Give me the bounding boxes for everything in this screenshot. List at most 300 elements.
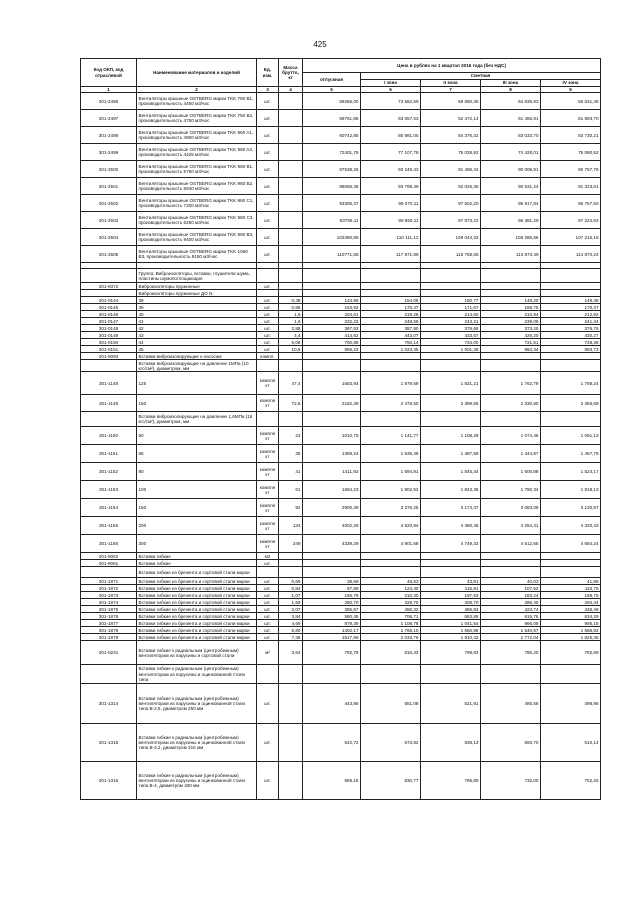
table-row [81,372,601,395]
row-release-price: 232,23 [303,318,361,325]
row-zone-price: 984,34 [481,346,541,353]
row-zone-price: 294,44 [541,599,601,606]
row-release-price: 110771,85 [303,246,361,263]
row-code [81,269,137,283]
row-name: Виброизоляторы пружинные ДО N: [137,290,257,297]
table-row [81,606,601,613]
row-zone-price: 108 043,33 [421,229,481,246]
row-zone-price: 95 917,84 [481,195,541,212]
header-mass: Масса брутто, кг [279,59,303,87]
row-code: 301-0147 [81,318,137,325]
row-unit: шт. [257,161,279,178]
row-zone-price: 90 009,91 [481,161,541,178]
table-row [81,127,601,144]
row-code: 301-1877 [81,620,137,627]
row-zone-price: 97 502,20 [421,195,481,212]
row-code: 301-2502 [81,195,137,212]
row-zone-price: 99 370,11 [361,195,421,212]
row-zone-price: 4 901,68 [361,535,421,553]
row-mass [279,269,303,283]
row-zone-price: 1 141,77 [361,427,421,445]
row-release-price [303,283,361,290]
row-name: Вставки гибкие [137,553,257,560]
row-release-price [303,567,361,578]
row-zone-price: 183,24 [481,592,541,599]
row-zone-price: 732,00 [481,762,541,800]
row-release-price [303,553,361,560]
row-zone-price: 248,56 [361,318,421,325]
row-unit: шт. [257,724,279,762]
row-mass [279,144,303,161]
row-code: 301-0149 [81,332,137,339]
table-row [81,297,601,304]
column-number: 7 [421,87,481,93]
row-zone-price: 2 478,50 [361,395,421,412]
row-zone-price: 154,05 [361,297,421,304]
header-unit: Ед. изм. [257,59,279,87]
row-code: 301-2497 [81,110,137,127]
row-code: 301-0231 [81,641,137,665]
row-zone-price: 1 798,24 [541,372,601,395]
row-name: Вставки виброизолирующие на давление 1,6МПа (16 кгс/см²), диаметром, мм [137,412,257,427]
row-code: 301-9062 [81,553,137,560]
row-code: 301-1154 [81,499,137,517]
row-unit: шт. [257,127,279,144]
row-zone-price [421,353,481,360]
table-row [81,560,601,567]
row-name: Вентиляторы крышные OSTBERG марки TKK 960 A1, производительность 4900 м3/час [137,127,257,144]
row-name: 43 [137,332,257,339]
row-zone-price: 83 730,21 [541,127,601,144]
row-release-price: 72401,75 [303,144,361,161]
row-zone-price: 4 320,43 [541,517,601,535]
row-release-price: 1683,94 [303,372,361,395]
row-code [81,665,137,684]
row-code: 301-1315 [81,724,137,762]
row-code: 301-0144 [81,297,137,304]
table-row [81,592,601,599]
row-name: Виброизоляторы пружинные [137,283,257,290]
row-zone-price [421,567,481,578]
row-code: 301-1155 [81,517,137,535]
row-name: Вставки гибкие из брезента и сортовой стали марки [137,592,257,599]
row-zone-price: 3 276,25 [361,499,421,517]
row-zone-price: 721,51 [481,339,541,346]
row-zone-price: 107 215,16 [541,229,601,246]
row-name: Вентиляторы крышные OSTBERG марки TKK 960 A3, производительность 4425 м3/час [137,144,257,161]
row-zone-price: 188,75 [541,592,601,599]
row-mass [279,567,303,578]
row-zone-price [421,665,481,684]
row-zone-price: 1 091,13 [541,427,601,445]
row-code: 301-2505 [81,246,137,263]
row-mass [279,229,303,246]
row-release-price [303,665,361,684]
row-name: 39 [137,304,257,311]
row-release-price [303,560,361,567]
row-zone-price: 40,03 [481,578,541,585]
row-zone-price: 1 545,34 [421,463,481,481]
row-zone-price: 96 757,50 [541,195,601,212]
row-mass: 0,84 [279,585,303,592]
row-mass [279,283,303,290]
row-unit [257,567,279,578]
table-row [81,553,601,560]
row-zone-price: 168,75 [481,304,541,311]
row-release-price: 669,16 [303,762,361,800]
row-unit: шт. [257,297,279,304]
table-row [81,578,601,585]
row-release-price: 367,53 [303,325,361,332]
row-code: 301-2501 [81,178,137,195]
header-release: отпускная [303,73,361,87]
row-unit: шт. [257,592,279,599]
row-unit: шт. [257,346,279,353]
row-zone-price [481,567,541,578]
row-name: Вставки гибкие из брезента и сортовой стали марки [137,606,257,613]
row-unit: шт. [257,332,279,339]
price-table [80,58,601,800]
row-mass: 61 [279,481,303,499]
table-row [81,144,601,161]
row-name: 40 [137,311,257,318]
row-zone-price [361,269,421,283]
row-zone-price: 115 758,56 [421,246,481,263]
row-zone-price: 1 586,92 [541,627,601,634]
row-name: Вставки гибкие из брезента и сортовой стали марки [137,627,257,634]
row-unit: компле кт [257,372,279,395]
row-zone-price: 66 631,48 [541,93,601,110]
row-mass [279,195,303,212]
row-zone-price [541,560,601,567]
row-zone-price: 1 524,17 [541,463,601,481]
row-unit: шт. [257,599,279,606]
row-zone-price [541,665,601,684]
row-mass: 72,8 [279,395,303,412]
row-zone-price: 1 818,13 [541,481,601,499]
row-zone-price [421,360,481,372]
table-row [81,229,601,246]
row-zone-price [421,560,481,567]
row-zone-price [421,290,481,297]
row-zone-price: 1 902,52 [361,481,421,499]
table-row [81,627,601,634]
row-zone-price [541,269,601,283]
row-code: 301-1879 [81,634,137,641]
row-zone-price: 4 380,46 [421,517,481,535]
row-zone-price: 485,56 [481,684,541,724]
row-mass: 4,69 [279,620,303,627]
row-zone-price [481,412,541,427]
table-row [81,684,601,724]
row-unit: шт. [257,304,279,311]
row-release-price: 59761,86 [303,110,361,127]
row-name: Вставки гибкие к радиальным (центробежным) вентиляторам из парусины и оцинкованной стали типа В-3,2, диаметром 315 мм [137,724,257,762]
table-row [81,395,601,412]
row-zone-price: 430,27 [541,332,601,339]
row-zone-price: 286,40 [481,599,541,606]
row-zone-price: 210,94 [481,311,541,318]
row-unit: шт. [257,325,279,332]
table-row [81,599,601,606]
row-zone-price: 423,74 [481,606,541,613]
table-row [81,463,601,481]
row-zone-price: 1 074,46 [481,427,541,445]
table-body [81,93,601,800]
row-release-price [303,290,361,297]
row-zone-price: 1 790,34 [481,481,541,499]
row-zone-price: 212,92 [541,311,601,318]
row-name: 300 [137,535,257,553]
row-mass: 1,07 [279,592,303,599]
row-unit: шт. [257,93,279,110]
row-name: Вентиляторы крышные OSTBERG марки TKK 960 B1, производительность 5760 м3/час [137,161,257,178]
row-zone-price: 830,77 [361,762,421,800]
row-zone-price [481,553,541,560]
row-mass [279,665,303,684]
row-zone-price [541,353,601,360]
table-row [81,427,601,445]
row-zone-price: 239,06 [481,318,541,325]
table-row [81,269,601,283]
row-name: Группа: Виброизоляторы, вставки, глушители шума, пластины шумопоглощающие [137,269,257,283]
row-unit: компле кт [257,463,279,481]
table-row [81,353,601,360]
row-unit: шт. [257,283,279,290]
row-zone-price: 1 594,91 [361,463,421,481]
row-zone-price: 74 428,01 [481,144,541,161]
row-zone-price: 1 467,78 [541,445,601,463]
row-zone-price [481,665,541,684]
row-unit: шт. [257,229,279,246]
row-zone-price: 2 330,80 [481,395,541,412]
row-zone-price: 149,38 [541,297,601,304]
row-zone-price: 2 033,76 [361,634,421,641]
row-release-price [303,269,361,283]
row-zone-price: 210,30 [361,592,421,599]
row-unit: шт. [257,585,279,592]
row-zone-price: 1 001,38 [421,346,481,353]
row-release-price: 1684,23 [303,481,361,499]
row-zone-price [481,560,541,567]
row-code: 301-9093 [81,353,137,360]
row-name: Вставки гибкие из брезента и сортовой стали марки [137,613,257,620]
row-zone-price [541,360,601,372]
row-zone-price: 3 083,09 [481,499,541,517]
row-zone-price [481,353,541,360]
row-code: 301-0150 [81,339,137,346]
row-mass: 2,07 [279,606,303,613]
row-name: Вставки виброизолирующие к насосам [137,353,257,360]
row-code: 301-1871 [81,578,137,585]
row-zone-price: 792,69 [541,641,601,665]
row-zone-price: 1 821,21 [421,372,481,395]
row-release-price: 163,93 [303,304,361,311]
row-zone-price: 486,32 [361,606,421,613]
row-zone-price: 106 285,66 [481,229,541,246]
row-zone-price: 2 399,55 [421,395,481,412]
row-zone-price [541,553,601,560]
row-zone-price: 52 472,14 [421,110,481,127]
row-release-price: 87538,26 [303,161,361,178]
row-zone-price: 197,53 [421,592,481,599]
row-code: 301-2504 [81,229,137,246]
row-release-price: 1359,24 [303,445,361,463]
row-code: 301-1150 [81,427,137,445]
row-mass: 1,6 [279,311,303,318]
row-unit: шт. [257,318,279,325]
row-zone-price [421,412,481,427]
table-row [81,110,601,127]
row-code: 301-1878 [81,627,137,634]
row-zone-price: 1 843,38 [421,481,481,499]
header-name: Наименование материалов и изделий [137,59,257,87]
row-zone-price: 443,07 [361,332,421,339]
row-zone-price: 110 111,12 [361,229,421,246]
header-price-title: Цена в рублях на 1 квартал 2016 года (без НДС) [303,59,601,73]
row-name: Вентиляторы крышные OSTBERG марки TKK 1060 B3, производительность 9150 м3/час [137,246,257,263]
row-code [81,360,137,372]
row-unit: компле кт [257,395,279,412]
row-zone-price: 521,91 [421,684,481,724]
row-zone-price: 1 660,88 [421,627,481,634]
row-release-price: 1402,17 [303,627,361,634]
row-release-price: 956,23 [303,346,361,353]
row-unit: шт. [257,178,279,195]
row-zone-price: 123,40 [361,585,421,592]
row-name: 100 [137,481,257,499]
row-unit: шт. [257,144,279,161]
row-zone-price: 593,70 [481,724,541,762]
row-unit: компл. [257,353,279,360]
table-row [81,567,601,578]
row-zone-price [361,412,421,427]
row-code [81,290,137,297]
row-zone-price: 4 612,65 [481,535,541,553]
column-number: 6 [361,87,421,93]
row-zone-price: 90 797,79 [541,161,601,178]
row-release-price: 2900,39 [303,499,361,517]
row-unit: шт. [257,246,279,263]
table-row [81,311,601,318]
row-code: 301-1873 [81,592,137,599]
row-name: Вставки гибкие из брезента и сортовой стали марки [137,578,257,585]
table-row [81,620,601,627]
header-code: Код ОКП, код отраслевой [81,59,137,87]
row-code: 301-2499 [81,144,137,161]
row-zone-price: 171,67 [421,304,481,311]
row-zone-price [541,412,601,427]
row-zone-price: 97 973,22 [421,212,481,229]
page-number: 425 [313,40,327,49]
row-zone-price: 241,34 [541,318,601,325]
table-row [81,641,601,665]
row-zone-price: 61 993,70 [541,110,601,127]
row-code: 301-1876 [81,613,137,620]
row-zone-price: 91 323,61 [541,178,601,195]
row-name: Вставки гибкие из брезента и сортовой стали марки [137,620,257,627]
row-zone-price [481,290,541,297]
header-estimate: Сметная [361,73,601,80]
row-unit: компле кт [257,427,279,445]
row-code: 301-0151 [81,346,137,353]
row-unit: м2 [257,553,279,560]
row-zone-price: 387,90 [361,325,421,332]
row-name: Вставки гибкие к радиальным (центробежным) вентиляторам из парусины и оцинкованной стали типа В-2,5, диаметром 250 мм [137,684,257,724]
row-unit: шт. [257,578,279,585]
row-zone-price: 4 684,24 [541,535,601,553]
row-zone-price: 148,20 [481,297,541,304]
row-zone-price: 634,29 [541,613,601,620]
row-release-price [303,353,361,360]
table-row [81,412,601,427]
row-unit: шт. [257,212,279,229]
row-mass: 23 [279,427,303,445]
row-zone-price: 1 768,10 [361,627,421,634]
row-zone-price: 308,70 [421,599,481,606]
table-row [81,517,601,535]
row-zone-price [361,290,421,297]
row-unit: компле кт [257,445,279,463]
row-mass: 134 [279,517,303,535]
row-unit: шт. [257,311,279,318]
header-zone-3: III зона [481,80,541,87]
row-mass [279,724,303,762]
row-name: 45 [137,346,257,353]
row-mass [279,212,303,229]
row-release-price: 2182,39 [303,395,361,412]
row-zone-price: 113 873,49 [481,246,541,263]
row-mass [279,93,303,110]
row-zone-price: 99 850,11 [361,212,421,229]
row-zone-price: 615,76 [481,613,541,620]
table-row [81,634,601,641]
row-zone-price: 3 174,47 [421,499,481,517]
row-release-price [303,412,361,427]
row-zone-price: 426,20 [481,332,541,339]
row-zone-price: 83 033,70 [481,127,541,144]
row-zone-price: 1 535,39 [361,445,421,463]
row-zone-price: 243,21 [421,318,481,325]
row-release-price: 560,45 [303,613,361,620]
row-mass: 5,80 [279,627,303,634]
row-unit: шт. [257,613,279,620]
column-number: 5 [303,87,361,93]
row-name: 80 [137,463,257,481]
row-zone-price: 114 870,24 [541,246,601,263]
row-zone-price [421,553,481,560]
table-row [81,360,601,372]
row-zone-price: 433,57 [421,332,481,339]
table-row [81,93,601,110]
row-zone-price: 328,70 [361,599,421,606]
row-release-price: 143,96 [303,297,361,304]
row-zone-price: 92 026,36 [421,178,481,195]
row-name: 41 [137,318,257,325]
row-release-price: 792,78 [303,641,361,665]
row-zone-price [421,269,481,283]
row-code: 301-1314 [81,684,137,724]
table-row [81,178,601,195]
row-unit: шт. [257,634,279,641]
row-zone-price: 734,00 [421,339,481,346]
row-zone-price: 436,49 [541,606,601,613]
row-zone-price: 785,20 [481,641,541,665]
row-name: Вставки виброизолирующие на давление 1МПа (10 кгс/см²), диаметром, мм [137,360,257,372]
row-zone-price: 728,38 [541,339,601,346]
row-unit: компле кт [257,535,279,553]
row-mass: 47,4 [279,372,303,395]
